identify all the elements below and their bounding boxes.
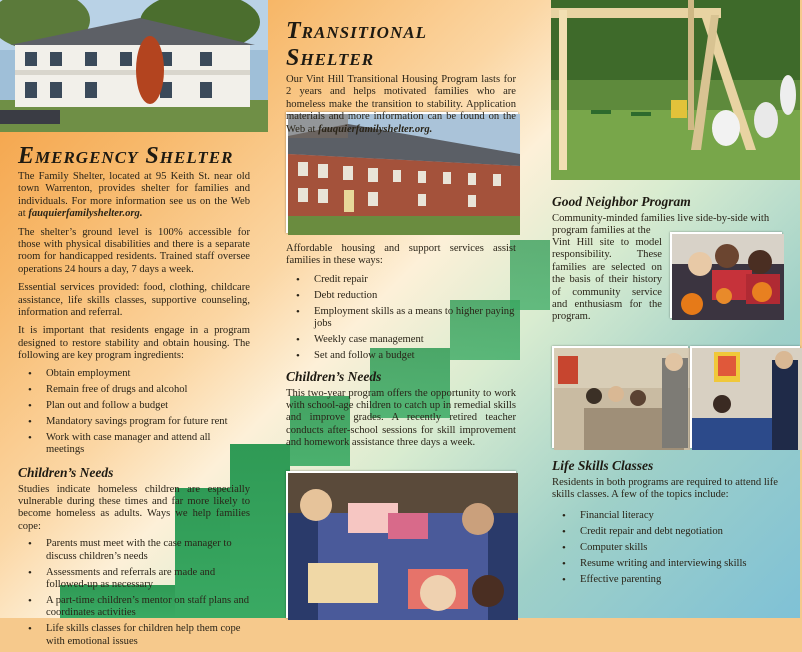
good-neighbor-text-wrap bbox=[552, 237, 662, 324]
good-neighbor-text: Vint Hill site to model responsibility. These families are selected on the basis of their history of community service and enthusiasm for the program. bbox=[552, 237, 662, 323]
emergency-shelter-section bbox=[18, 143, 250, 652]
transitional-assist-section bbox=[286, 243, 516, 450]
list-item: • Credit repair bbox=[286, 274, 516, 286]
emergency-program-intro: It is important that residents engage in a program designed to restore stability and obtain housing. The following are key program ingredients: bbox=[18, 325, 250, 362]
emergency-children-title: Children’s Needs bbox=[18, 464, 114, 480]
list-item: • Work with case manager and attend all meetings bbox=[18, 432, 250, 457]
transitional-intro bbox=[286, 74, 516, 136]
photo-pumpkins bbox=[670, 232, 782, 318]
photo-house bbox=[0, 0, 268, 132]
emergency-web-link[interactable]: fauquierfamilyshelter.org. bbox=[28, 208, 143, 220]
list-item: • Parents must meet with the case manager to discuss children’s needs bbox=[18, 538, 250, 563]
transitional-shelter-section bbox=[286, 18, 516, 136]
list-item: • Plan out and follow a budget bbox=[18, 400, 250, 412]
list-item: • Assessments and referrals are made and followed-up as necessary bbox=[18, 567, 250, 592]
list-item: • Debt reduction bbox=[286, 290, 516, 302]
transitional-assist-text: Affordable housing and support services assist families in these ways: bbox=[286, 243, 516, 267]
list-item: • Remain free of drugs and alcohol bbox=[18, 384, 250, 396]
list-item: • Obtain employment bbox=[18, 368, 250, 380]
list-item: • Effective parenting bbox=[552, 574, 784, 586]
emergency-services: Essential services provided: food, clothing, childcare assistance, life skills classes, supportive counseling, information and referral. bbox=[18, 282, 250, 319]
list-item: • Employment skills as a means to higher paying jobs bbox=[286, 306, 516, 331]
transitional-children-title: Children’s Needs bbox=[286, 368, 382, 384]
emergency-intro bbox=[18, 171, 250, 221]
emergency-accessibility: The shelter’s ground level is 100% accessible for those with physical disabilities and there is a separate room for handicapped residents. Trained staff oversee operations 24 hours a day, 7 days a week. bbox=[18, 226, 250, 275]
life-skills-section bbox=[552, 458, 784, 590]
photo-children-art bbox=[286, 471, 516, 618]
emergency-shelter-title: Emergency Shelter bbox=[18, 143, 234, 169]
list-item: • Life skills classes for children help them cope with emotional issues bbox=[18, 623, 250, 648]
list-item: • Computer skills bbox=[552, 542, 784, 554]
life-skills-title: Life Skills Classes bbox=[552, 458, 654, 473]
transitional-web-link[interactable]: fauquierfamilyshelter.org. bbox=[318, 123, 433, 135]
transitional-children-text: This two-year program offers the opportunity to work with school-age children to catch up in remedial skills and improve grades. A recently retired teacher conducts after-school sessions for skill improvement and homework assistance three days a week. bbox=[286, 387, 516, 449]
good-neighbor-section bbox=[552, 194, 784, 238]
list-item: • Financial literacy bbox=[552, 510, 784, 522]
emergency-intro-text: The Family Shelter, located at 95 Keith St. near old town Warrenton, provides shelter for families and individuals. For more information see us on the Web at bbox=[18, 171, 250, 220]
photo-swingset bbox=[551, 0, 800, 180]
photo-class-meeting bbox=[552, 346, 688, 448]
emergency-children-text: Studies indicate homeless children are especially vulnerable during these times and far more likely to become homeless as adults. Ways we help families cope: bbox=[18, 483, 250, 532]
life-skills-text: Residents in both programs are required to attend life skills classes. A few of the topics include: bbox=[552, 477, 778, 501]
emergency-children-list bbox=[18, 538, 250, 648]
transitional-shelter-title: Transitional Shelter bbox=[286, 18, 427, 71]
green-step-7 bbox=[510, 240, 550, 310]
list-item: • Mandatory savings program for future rent bbox=[18, 416, 250, 428]
transitional-intro-text: Our Vint Hill Transitional Housing Program lasts for 2 years and helps motivated families who are homeless make the transition to stability. Application materials and more information can be found on the Web at bbox=[286, 74, 516, 135]
list-item: • Weekly case management bbox=[286, 334, 516, 346]
list-item: • Credit repair and debt negotiation bbox=[552, 526, 784, 538]
list-item: • Set and follow a budget bbox=[286, 350, 516, 362]
life-skills-list bbox=[552, 510, 784, 586]
good-neighbor-title: Good Neighbor Program bbox=[552, 194, 691, 209]
list-item: • A part-time children’s mentor on staff plans and coordinates activities bbox=[18, 595, 250, 620]
good-neighbor-text-top: Community-minded families live side-by-side with program families at the bbox=[552, 213, 770, 237]
emergency-ingredients-list bbox=[18, 368, 250, 457]
transitional-assist-list bbox=[286, 274, 516, 363]
list-item: • Resume writing and interviewing skills bbox=[552, 558, 784, 570]
photo-class-presentation bbox=[690, 346, 800, 448]
